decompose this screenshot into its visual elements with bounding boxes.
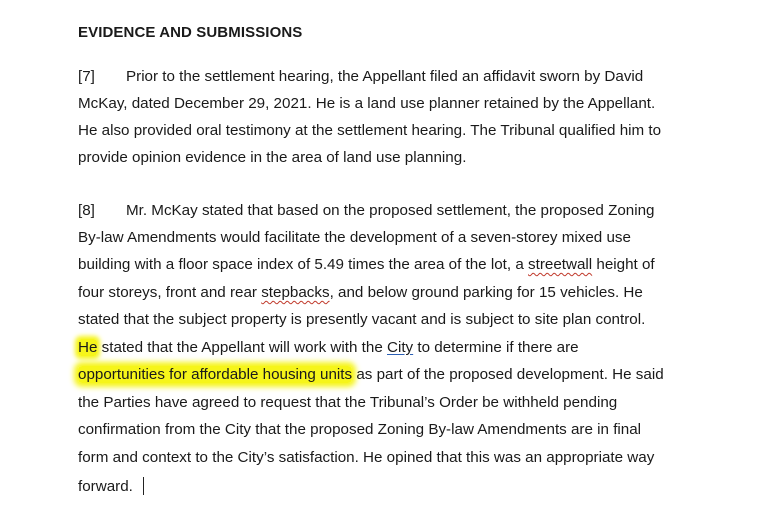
paragraph-8-line-2: By-law Amendments would facilitate the development of a seven-storey mixed use	[78, 229, 631, 246]
smart-tag-word[interactable]: City	[387, 339, 414, 356]
text-run: to determine if there are	[413, 339, 579, 356]
paragraph-7-line-4: provide opinion evidence in the area of land use planning.	[78, 149, 467, 166]
text-run: height of	[592, 256, 655, 273]
text-run: , and below ground parking for 15 vehicles. He	[329, 284, 643, 301]
paragraph-text: Prior to the settlement hearing, the Appellant filed an affidavit sworn by David	[126, 68, 644, 85]
spellcheck-word[interactable]: stepbacks	[261, 284, 330, 301]
paragraph-7-line-3: He also provided oral testimony at the settlement hearing. The Tribunal qualified him to	[78, 122, 662, 139]
paragraph-8-line-1	[78, 202, 655, 220]
paragraph-8-line-3	[78, 256, 655, 274]
paragraph-text: Mr. McKay stated that based on the proposed settlement, the proposed Zoning	[126, 202, 655, 219]
paragraph-8-line-7	[78, 366, 664, 384]
spellcheck-word[interactable]: streetwall	[528, 256, 593, 273]
paragraph-number: [7]	[78, 68, 95, 85]
paragraph-number: [8]	[78, 202, 95, 219]
text-run: building with a floor space index of 5.49 times the area of the lot, a	[78, 256, 528, 273]
text-cursor	[143, 477, 144, 495]
paragraph-8-line-4	[78, 284, 643, 302]
text-run: forward.	[78, 478, 133, 495]
paragraph-8-line-11	[78, 477, 144, 496]
paragraph-8-line-5: stated that the subject property is presently vacant and is subject to site plan control.	[78, 311, 646, 328]
highlighted-text[interactable]: opportunities for affordable housing units	[78, 366, 353, 383]
paragraph-8-line-9: confirmation from the City that the proposed Zoning By-law Amendments are in final	[78, 421, 642, 438]
text-run: as part of the proposed development. He said	[352, 366, 664, 383]
text-run: four storeys, front and rear	[78, 284, 262, 301]
paragraph-7-line-1	[78, 68, 643, 86]
text-run: stated that the Appellant will work with the	[97, 339, 387, 356]
section-heading: EVIDENCE AND SUBMISSIONS	[78, 24, 303, 41]
paragraph-7-line-2: McKay, dated December 29, 2021. He is a land use planner retained by the Appellant.	[78, 95, 656, 112]
paragraph-8-line-10: form and context to the City’s satisfaction. He opined that this was an appropriate way	[78, 449, 655, 466]
paragraph-8-line-8: the Parties have agreed to request that the Tribunal’s Order be withheld pending	[78, 394, 618, 411]
highlighted-text-run: He	[78, 339, 98, 356]
paragraph-8-line-6	[78, 339, 579, 357]
